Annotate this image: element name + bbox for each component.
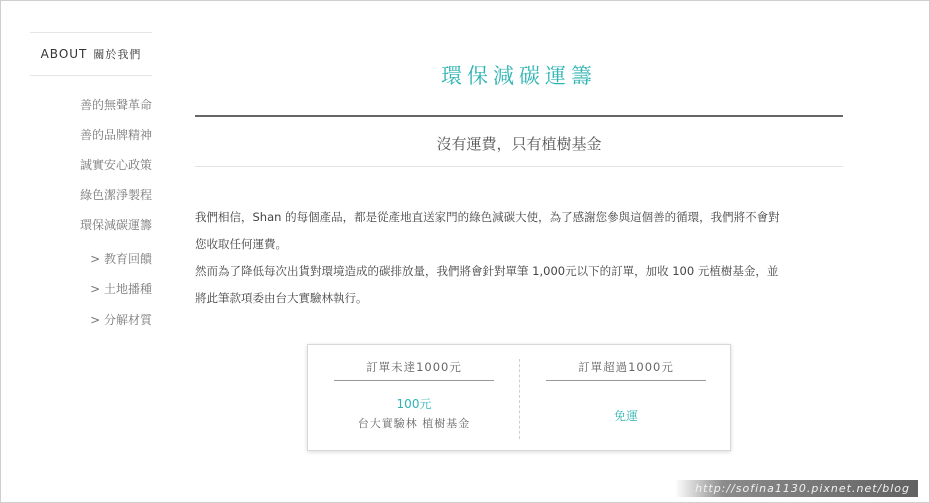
page-subtitle: 沒有運費，只有植樹基金 [436, 135, 602, 153]
paragraph-line-2: 您收取任何運費。 [195, 237, 287, 251]
pricing-underline-right [546, 380, 706, 381]
title-divider [195, 115, 843, 117]
pricing-underline-left [334, 380, 494, 381]
blog-watermark: http://sofina1130.pixnet.net/blog [675, 480, 918, 497]
page-title: 環保減碳運籌 [441, 64, 597, 88]
sidebar-subitem-land-sowing[interactable]: > 土地播種 [90, 282, 152, 296]
pricing-desc-under: 台大實驗林 植樹基金 [357, 417, 471, 430]
sidebar-item-silent-revolution[interactable]: 善的無聲革命 [79, 98, 152, 112]
sidebar-item-brand-spirit[interactable]: 善的品牌精神 [79, 128, 152, 142]
about-heading-en: ABOUT [40, 47, 88, 61]
pricing-header-under: 訂單未達1000元 [366, 360, 462, 374]
paragraph-line-3: 然而為了降低每次出貨對環境造成的碳排放量，我們將會針對單筆 1,000元以下的訂單，加收 100 元植樹基金，並 [195, 264, 779, 278]
sidebar-subitem-education[interactable]: > 教育回饋 [90, 252, 152, 266]
pricing-column-over-1000 [546, 345, 706, 450]
about-heading-zh: 關於我們 [93, 48, 142, 61]
sidebar-item-clean-process[interactable]: 綠色潔淨製程 [79, 188, 152, 202]
pricing-card [307, 344, 731, 451]
sidebar [30, 32, 152, 327]
sidebar-item-honesty-policy[interactable]: 誠實安心政策 [79, 158, 152, 172]
pricing-column-divider [519, 359, 520, 439]
subtitle-divider [195, 166, 843, 167]
pricing-column-under-1000 [334, 345, 494, 450]
sidebar-item-carbon-logistics[interactable]: 環保減碳運籌 [79, 218, 152, 232]
pricing-header-over: 訂單超過1000元 [578, 360, 674, 374]
about-heading[interactable] [30, 32, 152, 76]
paragraph-line-4: 將此筆款項委由台大實驗林執行。 [195, 291, 368, 305]
pricing-fee-over: 免運 [613, 409, 638, 423]
paragraph-line-1: 我們相信，Shan 的每個產品，都是從產地直送家門的綠色減碳大使，為了感謝您參與這個善的循環，我們將不會對 [195, 210, 780, 224]
pricing-fee-under: 100元 [396, 397, 432, 411]
sidebar-subitem-materials[interactable]: > 分解材質 [90, 313, 152, 327]
